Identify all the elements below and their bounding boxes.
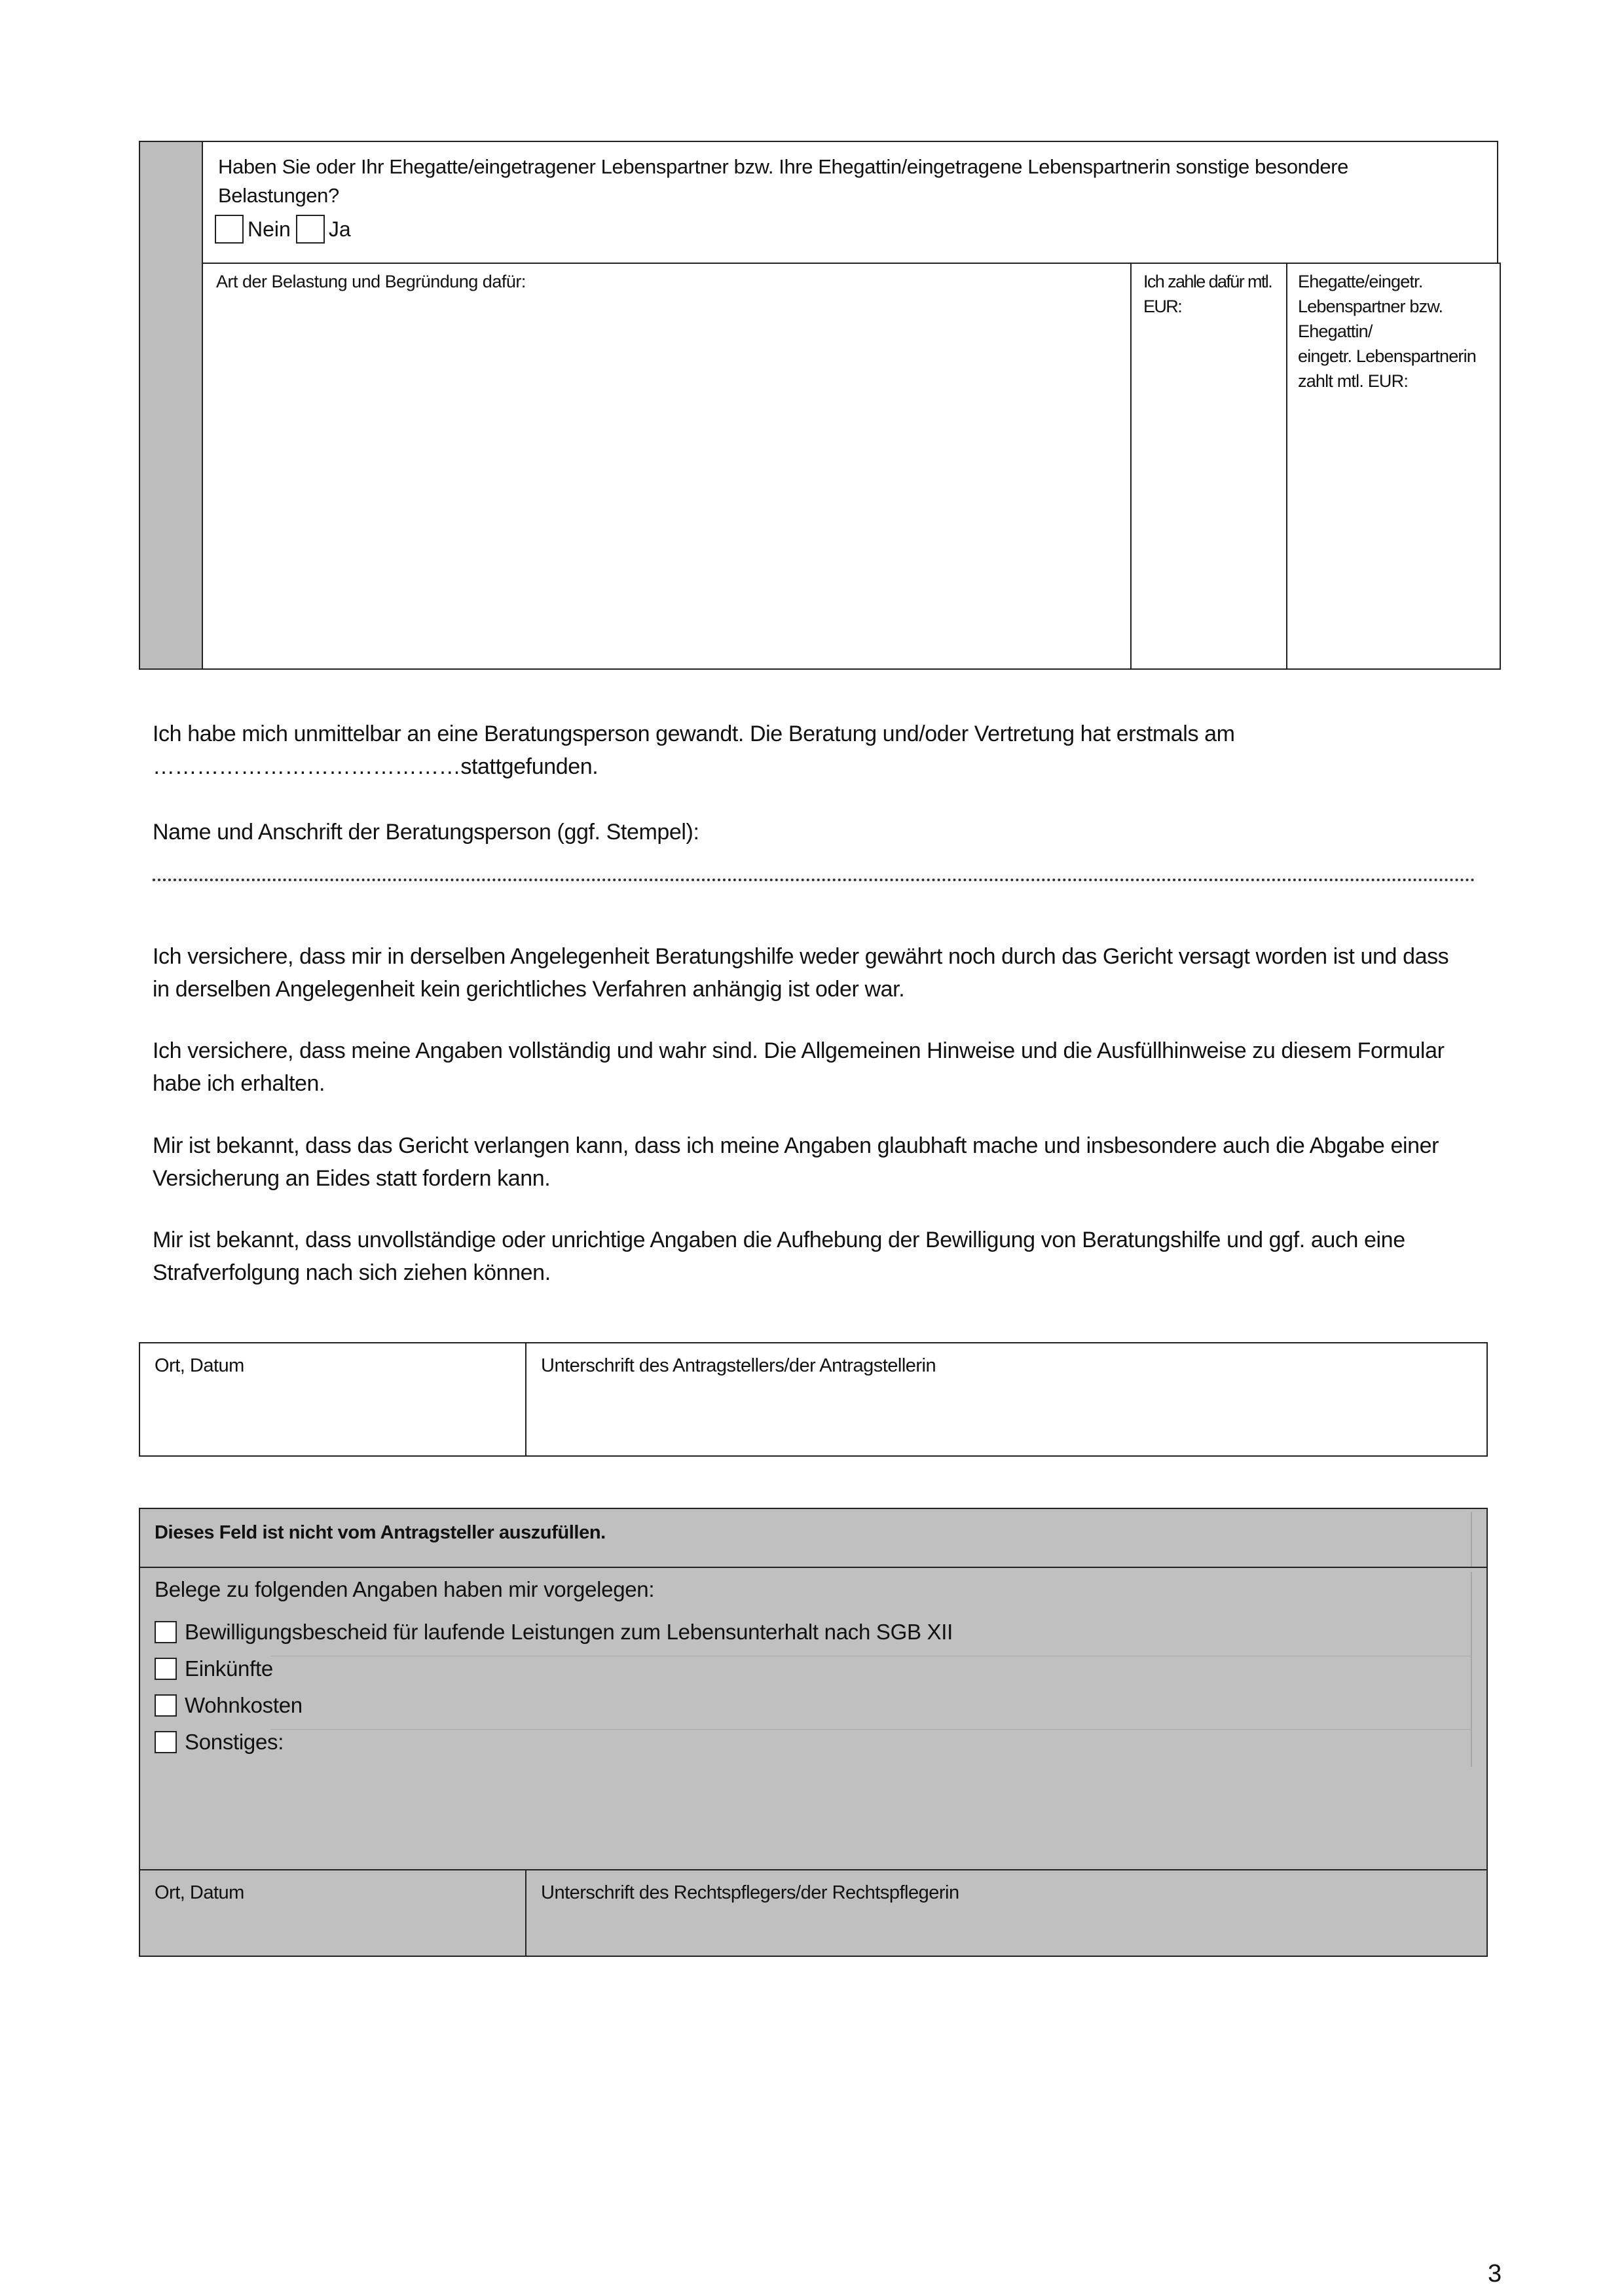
- applicant-signature-field[interactable]: [526, 1343, 1486, 1455]
- bewilligungsbescheid-label: Bewilligungsbescheid für laufende Leistungen zum Lebensunterhalt nach SGB XII: [185, 1620, 953, 1644]
- assurance-paragraph-4: Mir ist bekannt, dass unvollständige oder unrichtige Angaben die Aufhebung der Bewilligung von Beratungshilfe und ggf. auch eine Strafverfolgung nach sich ziehen können.: [153, 1228, 1405, 1285]
- burden-type-header: Art der Belastung und Begründung dafür:: [216, 272, 526, 291]
- nein-checkbox[interactable]: [215, 215, 244, 244]
- applicant-amount-header: Ich zahle dafür mtl. EUR:: [1143, 272, 1272, 316]
- wohnkosten-checkbox[interactable]: [155, 1694, 177, 1717]
- consultant-name-label: Name und Anschrift der Beratungsperson (ggf. Stempel):: [153, 820, 699, 845]
- consultation-line-1: Ich habe mich unmittelbar an eine Beratungsperson gewandt. Die Beratung und/oder Vertretung hat erstmals am: [153, 721, 1235, 746]
- sonstiges-checkbox[interactable]: [155, 1731, 177, 1753]
- place-date-field[interactable]: [140, 1343, 526, 1455]
- page-number: 3: [1488, 2260, 1502, 2287]
- official-signature-row: [140, 1869, 1486, 1956]
- spouse-amount-header: Ehegatte/eingetr. Lebenspartner bzw. Ehegattin/ eingetr. Lebenspartnerin zahlt mtl. EUR:: [1298, 272, 1477, 391]
- clerk-signature-label: Unterschrift des Rechtspflegers/der Rechtspflegerin: [541, 1882, 959, 1903]
- burdens-question-cell: [202, 141, 1498, 263]
- clerk-signature-field[interactable]: [526, 1870, 1486, 1957]
- faint-grid-line: [1471, 1572, 1472, 1767]
- applicant-signature-label: Unterschrift des Antragstellers/der Antragstellerin: [541, 1355, 936, 1376]
- official-use-header-text: Dieses Feld ist nicht vom Antragsteller auszufüllen.: [155, 1522, 606, 1543]
- burden-type-field[interactable]: [202, 263, 1132, 670]
- official-use-header: [140, 1509, 1486, 1568]
- bewilligungsbescheid-checkbox[interactable]: [155, 1621, 177, 1643]
- applicant-monthly-amount-field[interactable]: [1130, 263, 1287, 670]
- documents-section: [140, 1568, 1486, 1869]
- sonstiges-label: Sonstiges:: [185, 1730, 284, 1754]
- documents-title: Belege zu folgenden Angaben haben mir vorgelegen:: [155, 1577, 655, 1601]
- ja-checkbox[interactable]: [296, 215, 325, 244]
- ja-label: Ja: [328, 217, 351, 241]
- spouse-monthly-amount-field[interactable]: [1286, 263, 1501, 670]
- burdens-choice-row: [215, 215, 356, 244]
- assurance-paragraph-2: Ich versichere, dass meine Angaben vollständig und wahr sind. Die Allgemeinen Hinweise und die Ausfüllhinweise zu diesem Formular habe ich erhalten.: [153, 1038, 1445, 1096]
- einkuenfte-label: Einkünfte: [185, 1656, 273, 1681]
- official-place-date-field[interactable]: [140, 1870, 526, 1957]
- faint-grid-line: [271, 1729, 1471, 1730]
- consultant-name-dotted-field[interactable]: [153, 879, 1475, 881]
- official-place-date-label: Ort, Datum: [155, 1882, 244, 1903]
- wohnkosten-label: Wohnkosten: [185, 1693, 303, 1717]
- consultation-date-line: ……………………………………stattgefunden.: [153, 754, 599, 779]
- special-burdens-section: [139, 141, 1498, 670]
- consultation-statement: [153, 718, 1462, 783]
- assurance-paragraph-3: Mir ist bekannt, dass das Gericht verlangen kann, dass ich meine Angaben glaubhaft mache und insbesondere auch die Abgabe einer Versicherung an Eides statt fordern kann.: [153, 1133, 1439, 1191]
- official-use-box: [139, 1508, 1488, 1957]
- place-date-label: Ort, Datum: [155, 1355, 244, 1376]
- applicant-signature-table: [139, 1342, 1488, 1457]
- burdens-question: Haben Sie oder Ihr Ehegatte/eingetragener Lebenspartner bzw. Ihre Ehegattin/eingetragene Lebenspartnerin sonstige besondere Belastungen?: [218, 155, 1348, 207]
- assurance-paragraph-1: Ich versichere, dass mir in derselben Angelegenheit Beratungshilfe weder gewährt noch durch das Gericht versagt worden ist und dass in derselben Angelegenheit kein gerichtliches Verfahren anhängig ist oder war.: [153, 944, 1449, 1002]
- einkuenfte-checkbox[interactable]: [155, 1658, 177, 1680]
- section-sidebar-shading: [139, 141, 203, 670]
- faint-grid-line: [1471, 1512, 1472, 1567]
- checklist-item-bewilligungsbescheid: [155, 1614, 953, 1650]
- checklist-item-wohnkosten: [155, 1687, 953, 1724]
- nein-label: Nein: [248, 217, 291, 241]
- documents-checklist: [155, 1614, 953, 1760]
